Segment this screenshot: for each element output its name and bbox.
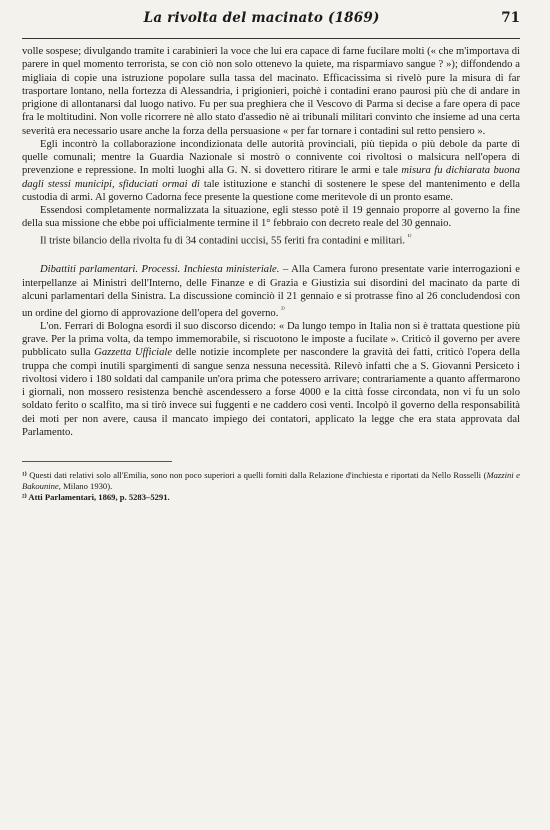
paragraph xyxy=(22,45,520,138)
section-heading: Dibattiti parlamentari. Processi. Inchiesta ministeriale. xyxy=(40,264,280,276)
text-run: tale istituzione e stanchi di sostenere le spese del mantenimento e della custodia di armi. Al governo Cadorna fece presente la questione come meritevole di un pronto esame. xyxy=(22,178,521,203)
footnote-ref: ²⁾ xyxy=(281,305,285,314)
paragraph xyxy=(22,231,520,248)
page-header xyxy=(22,10,520,32)
footnote-number: ²⁾ xyxy=(22,492,27,503)
section-first-paragraph xyxy=(22,263,520,320)
footnote-text xyxy=(27,492,170,502)
main-text xyxy=(22,45,520,439)
text-run: L'on. Ferrari di Bologna esordì il suo discorso dicendo: « Da lungo tempo in Italia non si è trattata questione più grave. Per la prima volta, da tempo immemorabile, si riscuotono le imposte a fucilate ». Criticò il governo per avere pubblicato sulla xyxy=(22,320,520,359)
footnotes xyxy=(22,470,520,503)
section-parliamentary-debates xyxy=(22,263,520,439)
text-run: misura fu dichiarata buona dagli stessi municipi, sfiduciati ormai di xyxy=(22,165,520,190)
paragraph xyxy=(22,204,520,231)
paragraph xyxy=(22,320,520,439)
running-title: La rivolta del macinato (1869) xyxy=(143,10,380,26)
text-run: , Milano 1930). xyxy=(58,481,113,492)
footnote-ref: ¹⁾ xyxy=(407,232,412,241)
text-run: Il triste bilancio della rivolta fu di 34 contadini uccisi, 55 feriti fra contadini e militari. xyxy=(40,235,408,247)
footnote-separator xyxy=(22,461,172,462)
header-rule xyxy=(22,38,520,39)
paragraph xyxy=(22,138,520,204)
text-run: Egli incontrò la collaborazione incondizionata delle autorità provinciali, più tiepida o più debole da parte di quelle comunali; mentre la Guardia Nazionale si mostrò o connivente coi rivoltosi o malsicura nell'opera di prevenzione e repressione. In molti luoghi alla G. N. si dovettero ritirare le armi e tale xyxy=(22,138,520,177)
text-run: Gazzetta Ufficiale xyxy=(94,347,173,359)
text-run: delle notizie incomplete per nascondere la gravità dei fatti, criticò l'opera della truppa che compì inutili spargimenti di sangue senza nessuna necessità. Rilevò infatti che a S. Giovanni Persiceto i rivoltosi videro i 180 soldati dal campanile un'ora prima che potessero arrivare; contrariamente a quanto affermarono i giornali, non mossero resistenza benchè ascendessero a forse 4000 e la città fosse circondata, non vi fu un solo soldato ferito o scalfito, ma si tirò invece sui fuggenti e ne caddero così venti. Incolpò il governo della responsabilità dei moti per non avere, causa il mancato impiego dei contatori, applicato la legge che era stata approvata dal Parlamento. xyxy=(22,347,521,438)
page-number: 71 xyxy=(501,10,520,26)
text-run: Questi dati relativi solo all'Emilia, sono non poco superiori a quelli forniti dalla Relazione d'inchiesta e riportati da Nello Rosselli ( xyxy=(26,470,487,481)
footnote-2 xyxy=(22,492,520,503)
text-run: Atti Parlamentari, 1869, p. 5283–5291. xyxy=(26,492,170,503)
footnote-1 xyxy=(22,470,520,492)
footnote-number: ¹⁾ xyxy=(22,470,27,481)
text-run: Essendosi completamente normalizzata la situazione, egli stesso potè il 19 gennaio proporre al governo la fine della sua missione che ebbe poi ufficialmente termine il 1° febbraio con decreto reale del 30 gennaio. xyxy=(22,205,520,230)
text-run: volle sospese; divulgando tramite i carabinieri la voce che lui era capace di farne fucilare molti (« che m'importava di parere in quel momento terrorista, se con ciò non solo ottenevo la quiete, ma risparmiavo sangue ? »); diffondendo a migliaia di copie una istruzione popolare sulla tassa del macinato. Efficacissima si rivelò pure la misura di far trasportare lontano, nella fortezza di Alessandria, i prigionieri, poichè i contadini erano paurosi più che di andare in prigione di allontanarsi dal luogo nativo. Fu per sua preghiera che il Vescovo di Parma si decise a fare opera di pace fra le moltitudini. Non volle ricorrere nè allo stato d'assedio nè ai tribunali militari convinto che insieme ad una certa severità era necessario usare anche la forza della persuasione « per far tornare i contadini sul retto pensiero ». xyxy=(22,46,520,137)
text-run: Mazzini e Bakounine xyxy=(22,470,520,492)
footnote-text xyxy=(22,470,520,491)
text-run: – Alla Camera furono presentate varie interrogazioni e interpellanze ai Ministri dell'Interno, delle Finanze e di Grazia e Giustizia sui disordini del macinato da parte di alcuni parlamentari della Sinistra. La discussione cominciò il 21 gennaio e si protrasse fino al 26 concludendosi con un ordine del giorno di approvazione dell'opera del governo. xyxy=(22,264,520,319)
